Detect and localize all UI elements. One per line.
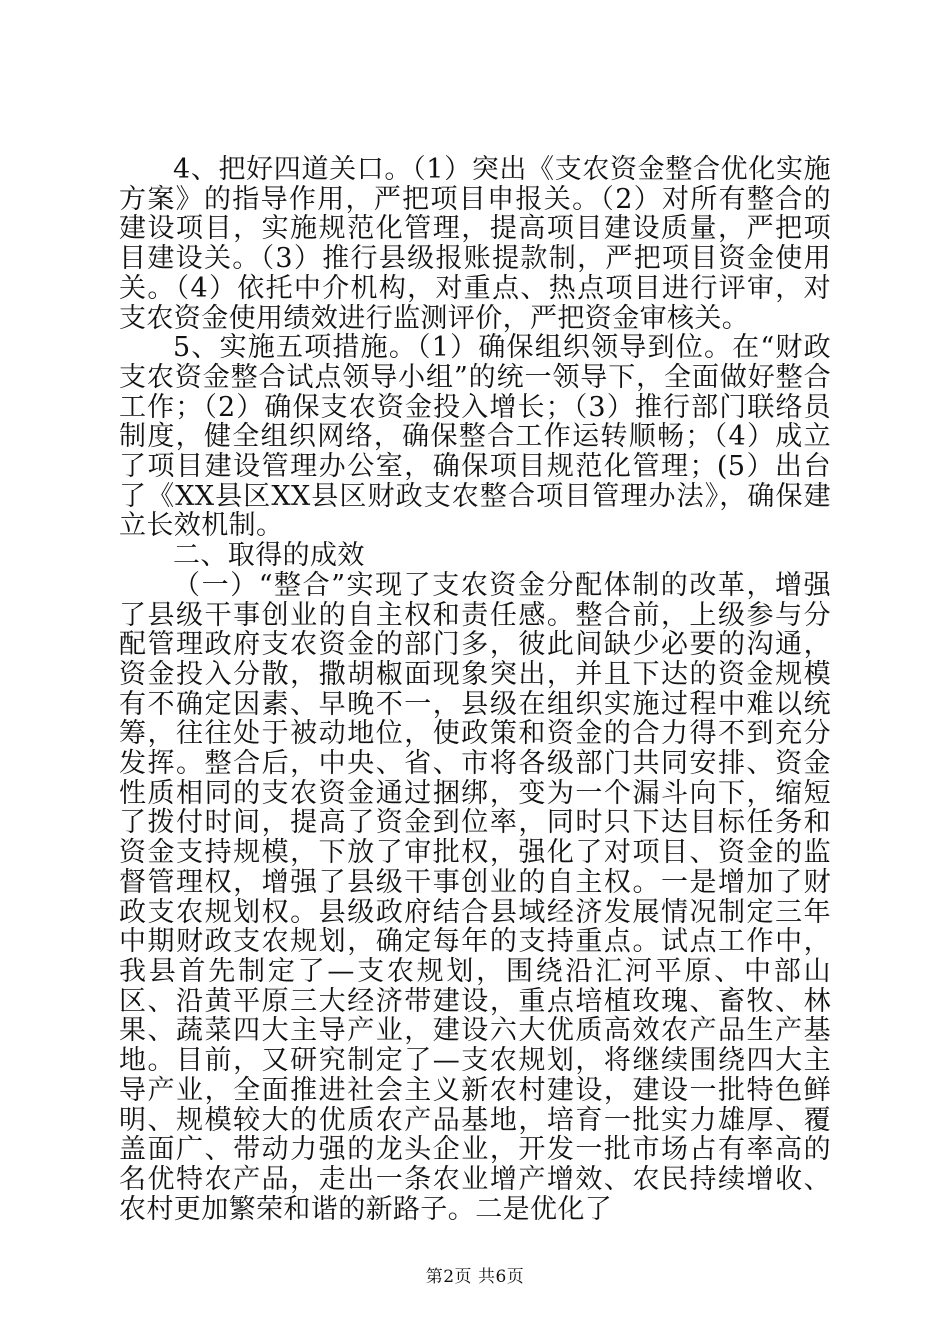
section-heading-achievements: 二、取得的成效 — [173, 540, 365, 572]
body-text — [119, 155, 831, 1224]
paragraph-integration-results: （一）“整合”实现了支农资金分配体制的改革，增强了县级干事创业的自主权和责任感。整合前，上级参与分配管理政府支农资金的部门多，彼此间缺少必要的沟通，资金投入分散，撒胡椒面现象突出，并且下达的资金规模有不确定因素、早晚不一，县级在组织实施过程中难以统筹，往往处于被动地位，使政策和资金的合力得不到充分发挥。整合后，中央、省、市将各级部门共同安排、资金性质相同的支农资金通过捆绑，变为一个漏斗向下，缩短了拨付时间，提高了资金到位率，同时只下达目标任务和资金支持规模，下放了审批权，强化了对项目、资金的监督管理权，增强了县级干事创业的自主权。一是增加了财政支农规划权。县级政府结合县域经济发展情况制定三年中期财政支农规划，确定每年的支持重点。试点工作中，我县首先制定了—支农规划，围绕沿汇河平原、中部山区、沿黄平原三大经济带建设，重点培植玫瑰、畜牧、林果、蔬菜四大主导产业，建设六大优质高效农产品生产基地。目前，又研究制定了—支农规划，将继续围绕四大主导产业，全面推进社会主义新农村建设，建设一批特色鲜明、规模较大的优质农产品基地，培育一批实力雄厚、覆盖面广、带动力强的龙头企业，开发一批市场占有率高的名优特农产品，走出一条农业增产增效、农民持续增收、农村更加繁荣和谐的新路子。二是优化了 — [119, 569, 831, 1225]
paragraph-five-measures: 5、实施五项措施。（1）确保组织领导到位。在“财政支农资金整合试点领导小组”的统一领导下，全面做好整合工作；（2）确保支农资金投入增长；（3）推行部门联络员制度，健全组织网络，确保整合工作运转顺畅；（4）成立了项目建设管理办公室，确保项目规范化管理；(5）出台了《XX县区XX县区财政支农整合项目管理办法》，确保建立长效机制。 — [119, 332, 831, 542]
page-footer: 第2页 共6页 — [425, 1267, 525, 1287]
paragraph-four-checkpoints: 4、把好四道关口。（1）突出《支农资金整合优化实施方案》的指导作用，严把项目申报关。（2）对所有整合的建设项目，实施规范化管理，提高项目建设质量，严把项目建设关。（3）推行县级报账提款制，严把项目资金使用关。（4）依托中介机构，对重点、热点项目进行评审，对支农资金使用绩效进行监测评价，严把资金审核关。 — [119, 154, 831, 334]
